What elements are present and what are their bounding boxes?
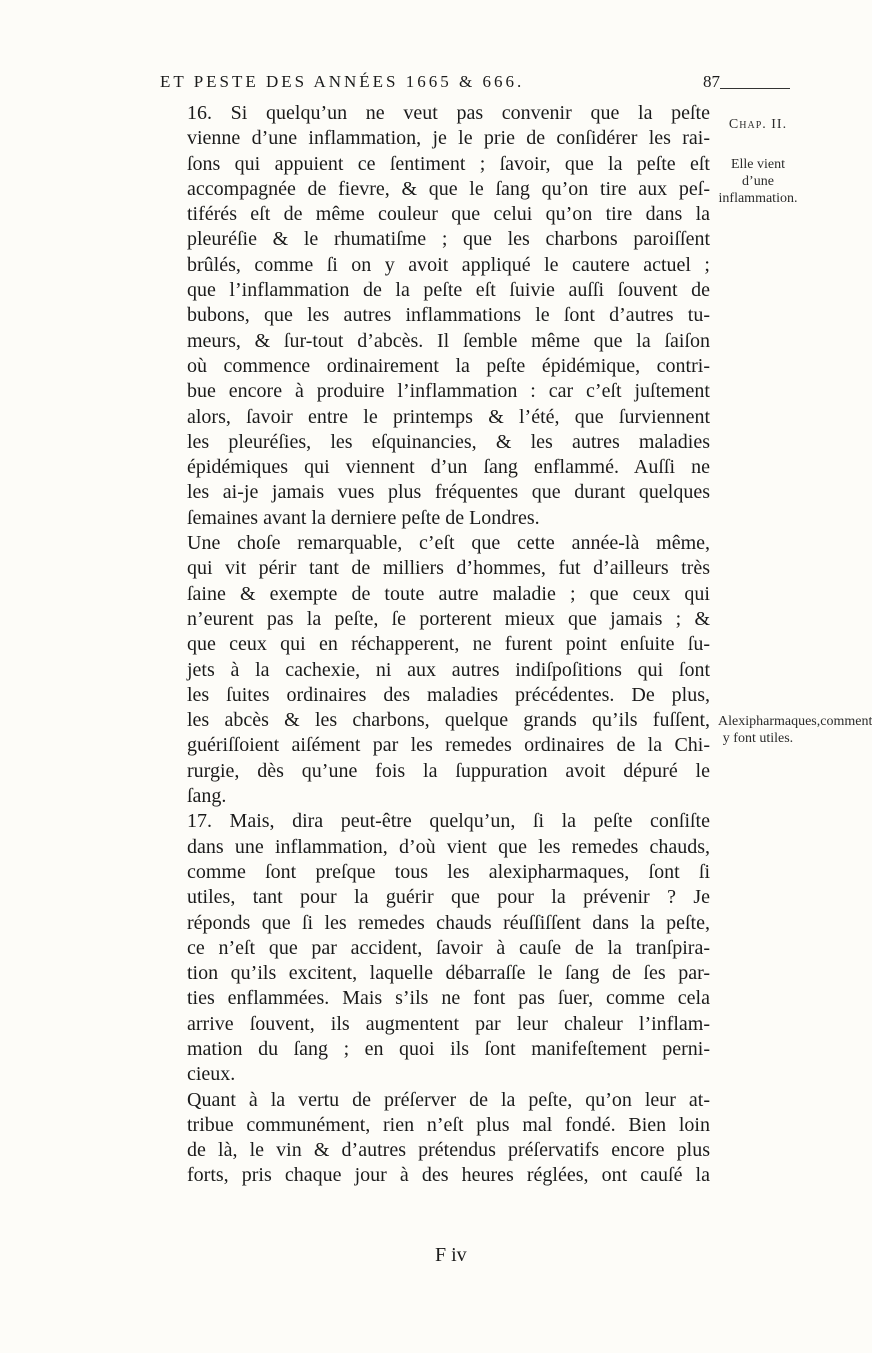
text-line: brûlés, comme ſi on y avoit appliqué le cautere actuel ; [187,253,710,276]
text-line: les abcès & les charbons, quelque grands qu’ils fuſſent, [187,709,710,732]
text-line: guériſſoient aiſément par les remedes ordinaires de la Chi- [187,734,710,757]
text-line: bubons, que les autres inflammations le ſont d’autres tu- [187,304,710,327]
text-line: ties enflammées. Mais s’ils ne font pas ſuer, comme cela [187,987,710,1010]
paragraph-16 [165,101,710,531]
text-line: rurgie, dès qu’une fois la ſuppuration avoit dépuré le [187,759,710,782]
text-line: dans une inflammation, d’où vient que les remedes chauds, [187,835,710,858]
text-line: épidémiques qui viennent d’un ſang enflammé. Auſſi ne [187,456,710,479]
text-line: ſang. [187,785,227,808]
paragraph-17 [165,809,710,1087]
text-line: les pleuréſies, les eſquinancies, & les autres maladies [187,430,710,453]
text-line: de là, le vin & d’autres prétendus préſervatifs encore plus [187,1139,710,1162]
text-line: mation du ſang ; en quoi ils ſont manifeſtement perni- [187,1037,710,1060]
text-line: ſemaines avant la derniere peſte de Londres. [187,506,540,529]
running-title: ET PESTE DES ANNÉES 1665 & 666. [160,72,525,91]
text-line: alors, ſavoir entre le printemps & l’été, que ſurviennent [187,405,710,428]
text-line: réponds que ſi les remedes chauds réuſſiſſent dans la peſte, [187,911,710,934]
paragraph-remarkable-year [165,531,710,809]
text-line: meurs, & ſur-tout d’abcès. Il ſemble même que la ſaiſon [187,329,710,352]
text-line: cieux. [187,1063,236,1086]
text-line: 16. Si quelqu’un ne veut pas convenir que la peſte [187,102,710,124]
margin-note-inflammation: Elle vient d’une inflammation. [718,157,798,206]
text-line: les ſuites ordinaires des maladies précédentes. De plus, [187,683,710,706]
text-line: tion qu’ils excitent, laquelle débarraſſe le ſang de ſes par- [187,962,710,985]
text-line: comme ſont preſque tous les alexipharmaques, ſont ſi [187,860,710,883]
margin-note-alexipharmaques: Alexipharmaques,comment y font utiles. [718,714,872,746]
text-line: arrive ſouvent, ils augmentent par leur chaleur l’inflam- [187,1012,710,1035]
page-number: 87 [703,72,720,91]
chapter-marker: Chap. II. [728,117,788,132]
text-line: bue encore à produire l’inflammation : car c’eſt juſtement [187,380,710,403]
text-line: que ceux qui en réchapperent, ne furent point enſuite ſu- [187,633,710,656]
signature-mark: F iv [435,1244,467,1266]
text-line: ce n’eſt que par accident, ſavoir à cauſe de la tranſpira- [187,936,710,959]
text-line: n’eurent pas la peſte, ſe porterent mieux que jamais ; & [187,607,710,630]
text-line: ſaine & exempte de toute autre maladie ; que ceux qui [187,582,710,605]
text-line: ſons qui appuient ce ſentiment ; ſavoir, que la peſte eſt [187,152,710,175]
text-line: que l’inflammation de la peſte eſt ſuivie auſſi ſouvent de [187,279,710,302]
text-line: utiles, tant pour la guérir que pour la prévenir ? Je [187,886,710,909]
paragraph-preservation [165,1088,710,1189]
text-line: les ai-je jamais vues plus fréquentes que durant quelques [187,481,710,504]
text-line: où commence ordinairement la peſte épidémique, contri- [187,354,710,377]
text-line: 17. Mais, dira peut-être quelqu’un, ſi la peſte conſiſte [187,810,710,833]
text-line: Quant à la vertu de préſerver de la peſte, qu’on leur at- [187,1088,710,1111]
text-line: forts, pris chaque jour à des heures réglées, ont cauſé la [187,1164,710,1187]
text-line: tiférés eſt de même couleur que celui qu’on tire dans la [187,203,710,226]
text-line: tribue communément, rien n’eſt plus mal fondé. Bien loin [187,1113,710,1136]
text-line: vienne d’une inflammation, je le prie de conſidérer les rai- [187,127,710,150]
text-line: qui vit périr tant de milliers d’hommes, fut d’ailleurs très [187,557,710,580]
body-text [165,101,710,1189]
text-line: pleuréſie & le rhumatiſme ; que les charbons paroiſſent [187,228,710,251]
text-line: jets à la cachexie, ni aux autres indiſpoſitions qui ſont [187,658,710,681]
text-line: Une choſe remarquable, c’eſt que cette année-là même, [187,532,710,555]
running-head [160,72,720,92]
text-line: accompagnée de fievre, & que le ſang qu’on tire aux peſ- [187,177,710,200]
margin-rule [720,88,790,89]
